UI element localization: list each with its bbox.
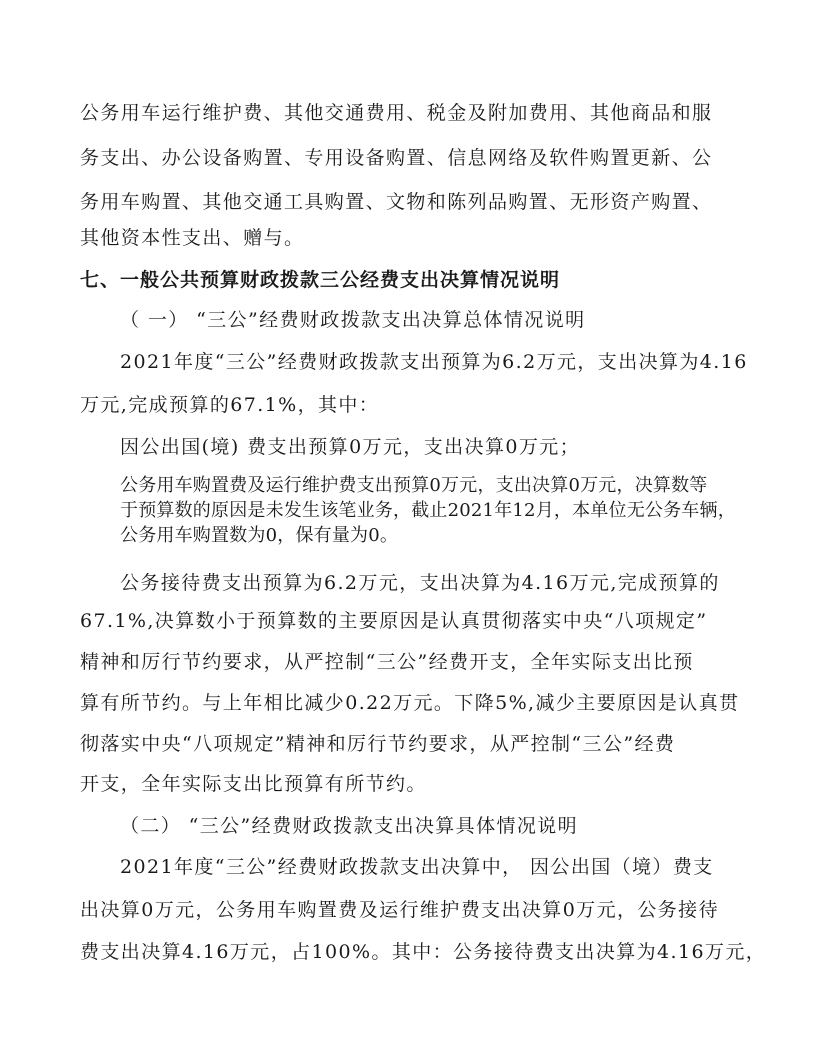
text-line: 因公出国(境) 费支出预算0万元，支出决算0万元；: [120, 436, 581, 458]
text-line: 算有所节约。与上年相比减少0.22万元。下降5%,减少主要原因是认真贯: [80, 692, 740, 714]
subsection-heading: （二） “三公”经费财政拨款支出决算具体情况说明: [120, 815, 579, 837]
text-line: 其他资本性支出、赠与。: [80, 227, 305, 249]
text-line: 开支，全年实际支出比预算有所节约。: [80, 773, 427, 795]
text-line: 出决算0万元，公务用车购置费及运行维护费支出决算0万元，公务接待: [80, 899, 719, 921]
text-line: 精神和厉行节约要求，从严控制“三公”经费开支，全年实际支出比预: [80, 651, 694, 673]
text-line: 于预算数的原因是未发生该笔业务，截止2021年12月，本单位无公务车辆，: [120, 500, 736, 521]
text-line: 2021年度“三公”经费财政拨款支出决算中， 因公出国（境）费支: [120, 856, 714, 878]
text-line: 公务用车购置数为0，保有量为0。: [120, 525, 399, 546]
text-line: 67.1%,决算数小于预算数的主要原因是认真贯彻落实中央“八项规定”: [80, 610, 708, 632]
subsection-heading: （ 一） “三公”经费财政拨款支出决算总体情况说明: [120, 309, 586, 331]
text-line: 公务接待费支出预算为6.2万元，支出决算为4.16万元,完成预算的: [120, 572, 720, 594]
text-line: 公务用车购置费及运行维护费支出预算0万元，支出决算0万元，决算数等: [120, 475, 708, 496]
text-line: 公务用车运行维护费、其他交通费用、税金及附加费用、其他商品和服: [80, 102, 713, 124]
text-line: 2021年度“三公”经费财政拨款支出预算为6.2万元，支出决算为4.16: [120, 351, 748, 373]
text-line: 彻落实中央“八项规定”精神和厉行节约要求，从严控制“三公”经费: [80, 733, 676, 755]
section-heading: 七、一般公共预算财政拨款三公经费支出决算情况说明: [80, 269, 561, 291]
text-line: 务用车购置、其他交通工具购置、文物和陈列品购置、无形资产购置、: [80, 191, 713, 213]
text-line: 费支出决算4.16万元，占100%。其中：公务接待费支出决算为4.16万元，: [80, 941, 767, 963]
text-line: 务支出、办公设备购置、专用设备购置、信息网络及软件购置更新、公: [80, 147, 713, 169]
text-line: 万元,完成预算的67.1%，其中：: [80, 394, 380, 416]
